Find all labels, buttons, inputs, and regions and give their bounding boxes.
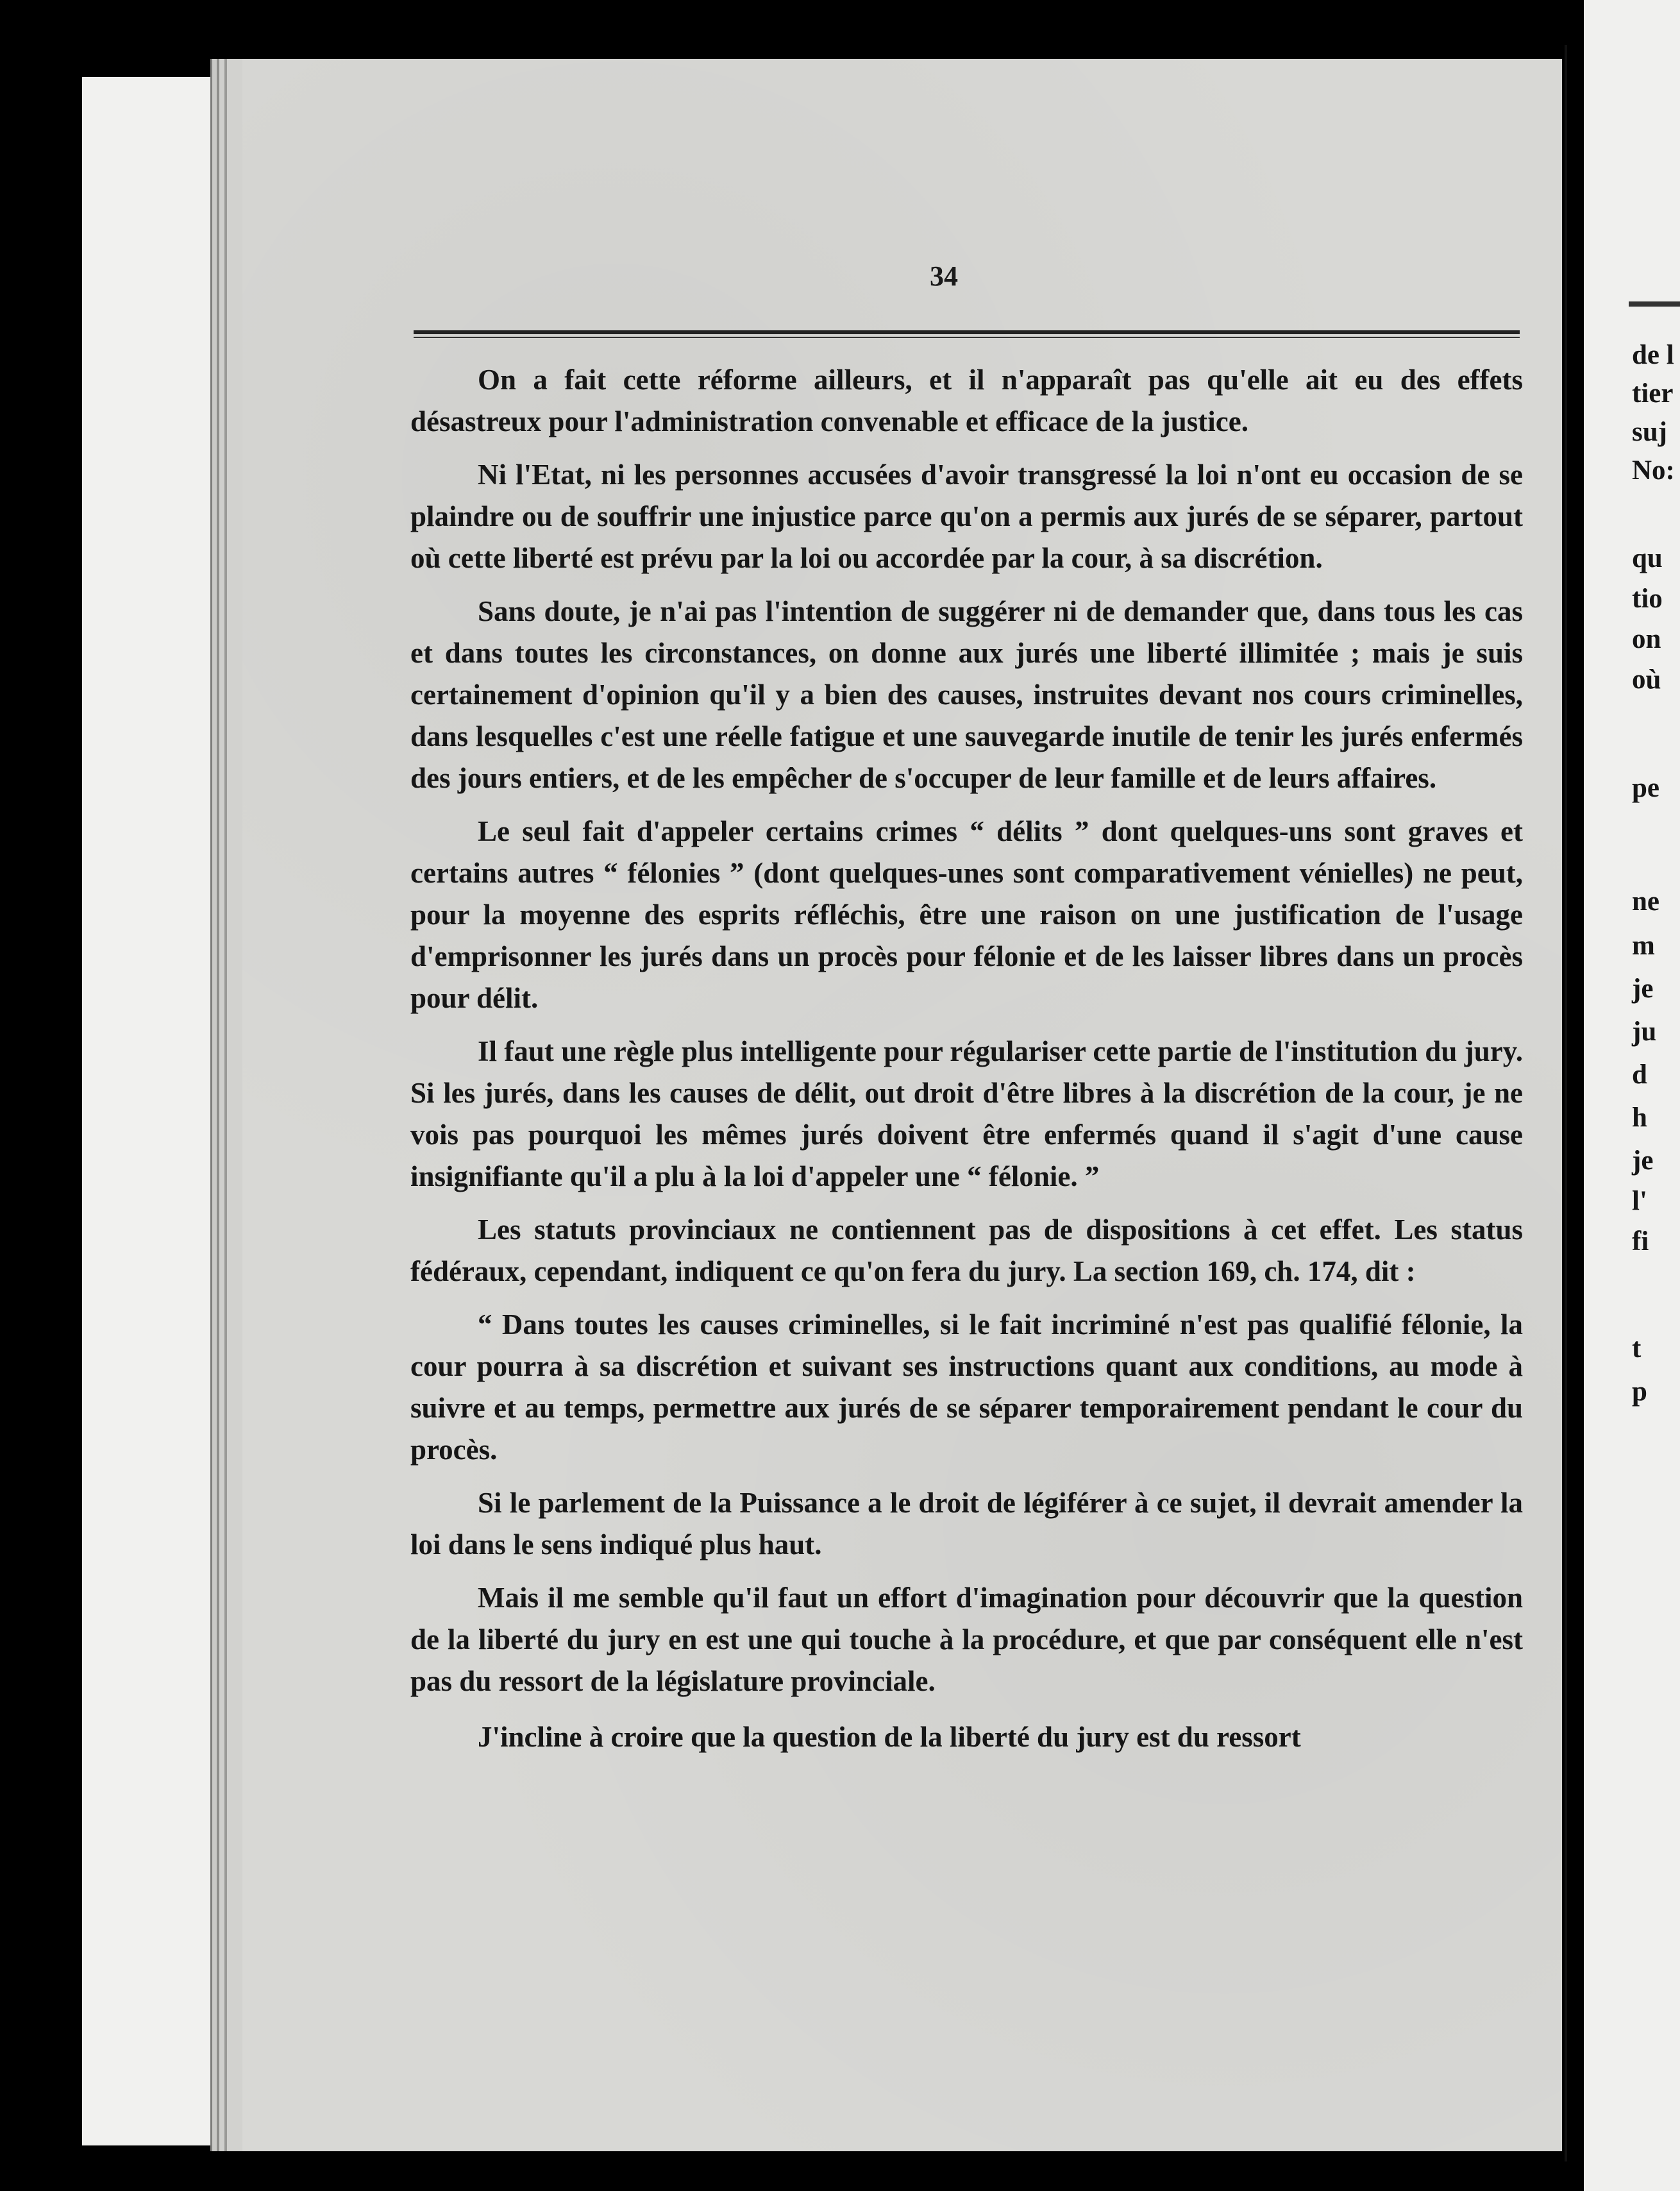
page-stack-edge	[210, 59, 242, 2151]
paragraph: Sans doute, je n'ai pas l'intention de suggérer ni de demander que, dans tous les cas et dans toutes les circonstances, on donne aux jurés une liberté illimitée ; mais je suis certainement d'opinion qu'il y a bien des causes, instruites devant nos cours criminelles, dans lesquelles c'est une réelle fatigue et une sauvegarde inutile de tenir les jurés enfermés des jours entiers, et de les empêcher de s'occuper de leur famille et de leurs affaires.	[410, 595, 1523, 794]
fragment: ju	[1632, 1017, 1657, 1047]
fragment: l'	[1632, 1186, 1647, 1216]
paragraph: Le seul fait d'appeler certains crimes “ délits ” dont quelques-uns sont graves et certains autres “ félonies ” (dont quelques-unes sont comparativement vénielles) ne peut, pour la moyenne des esprits réfléchis, être une raison on une justification de l'usage d'emprisonner les jurés dans un procès pour félonie et de les laisser libres dans un procès pour délit.	[410, 815, 1523, 1014]
fragment: d	[1632, 1060, 1647, 1090]
fragment: de l	[1632, 340, 1674, 370]
page-body	[410, 359, 1523, 1770]
fragment: No:	[1632, 455, 1675, 486]
fragment: ne	[1632, 886, 1659, 917]
paragraph: Ni l'Etat, ni les personnes accusées d'avoir transgressé la loi n'ont eu occasion de se plaindre ou de souffrir une injustice parce qu'on a permis aux jurés de se séparer, partout où cette liberté est prévu par la loi ou accordée par la cour, à sa discrétion.	[410, 459, 1523, 574]
fragment: tio	[1632, 584, 1663, 614]
header-rule	[414, 330, 1520, 334]
fragment: pe	[1632, 773, 1659, 803]
fragment: suj	[1632, 417, 1667, 447]
fragment: h	[1632, 1103, 1647, 1133]
fragment: où	[1632, 664, 1661, 695]
header-rule-thin	[414, 337, 1520, 338]
gutter-line	[1565, 45, 1567, 2161]
quoted-statute: “ Dans toutes les causes criminelles, si le fait incriminé n'est pas qualifié félonie, la cour pourra à sa discrétion et suivant ses instructions quant aux conditions, au mode à suivre et au temps, permettre aux jurés de se séparer temporairement pendant le cour du procès.	[410, 1308, 1523, 1466]
paragraph: Mais il me semble qu'il faut un effort d'imagination pour découvrir que la question de la liberté du jury en est une qui touche à la procédure, et que par conséquent elle n'est pas du ressort de la législature provinciale.	[410, 1582, 1523, 1697]
page-number: 34	[930, 260, 958, 292]
fragment: je	[1632, 974, 1654, 1004]
fragment: t	[1632, 1333, 1642, 1364]
paragraph: On a fait cette réforme ailleurs, et il n'apparaît pas qu'elle ait eu des effets désastreux pour l'administration convenable et efficace de la justice.	[410, 364, 1523, 437]
paragraph: Les statuts provinciaux ne contiennent pas de dispositions à cet effet. Les status fédéraux, cependant, indiquent ce qu'on fera du jury. La section 169, ch. 174, dit :	[410, 1214, 1523, 1287]
fragment: p	[1632, 1376, 1647, 1407]
fragment: qu	[1632, 543, 1663, 573]
facing-page-rule	[1629, 301, 1680, 307]
paragraph: J'incline à croire que la question de la liberté du jury est du ressort	[478, 1721, 1301, 1753]
paragraph: Si le parlement de la Puissance a le droit de légiférer à ce sujet, il devrait amender la loi dans le sens indiqué plus haut.	[410, 1487, 1523, 1561]
facing-page-text	[1632, 337, 1675, 1410]
paragraph: Il faut une règle plus intelligente pour régulariser cette partie de l'institution du jury. Si les jurés, dans les causes de délit, out droit d'être libres à la discrétion de la cour, je ne vois pas pourquoi les mêmes jurés doivent être enfermés quand il s'agit d'une cause insignifiante qu'il a plu à la loi d'appeler une “ félonie. ”	[410, 1035, 1523, 1192]
fragment: m	[1632, 931, 1655, 961]
fragment: tier	[1632, 378, 1674, 409]
fragment: fi	[1632, 1226, 1649, 1256]
scan-margin	[82, 77, 210, 2145]
fragment: je	[1632, 1146, 1654, 1176]
fragment: on	[1632, 624, 1661, 654]
